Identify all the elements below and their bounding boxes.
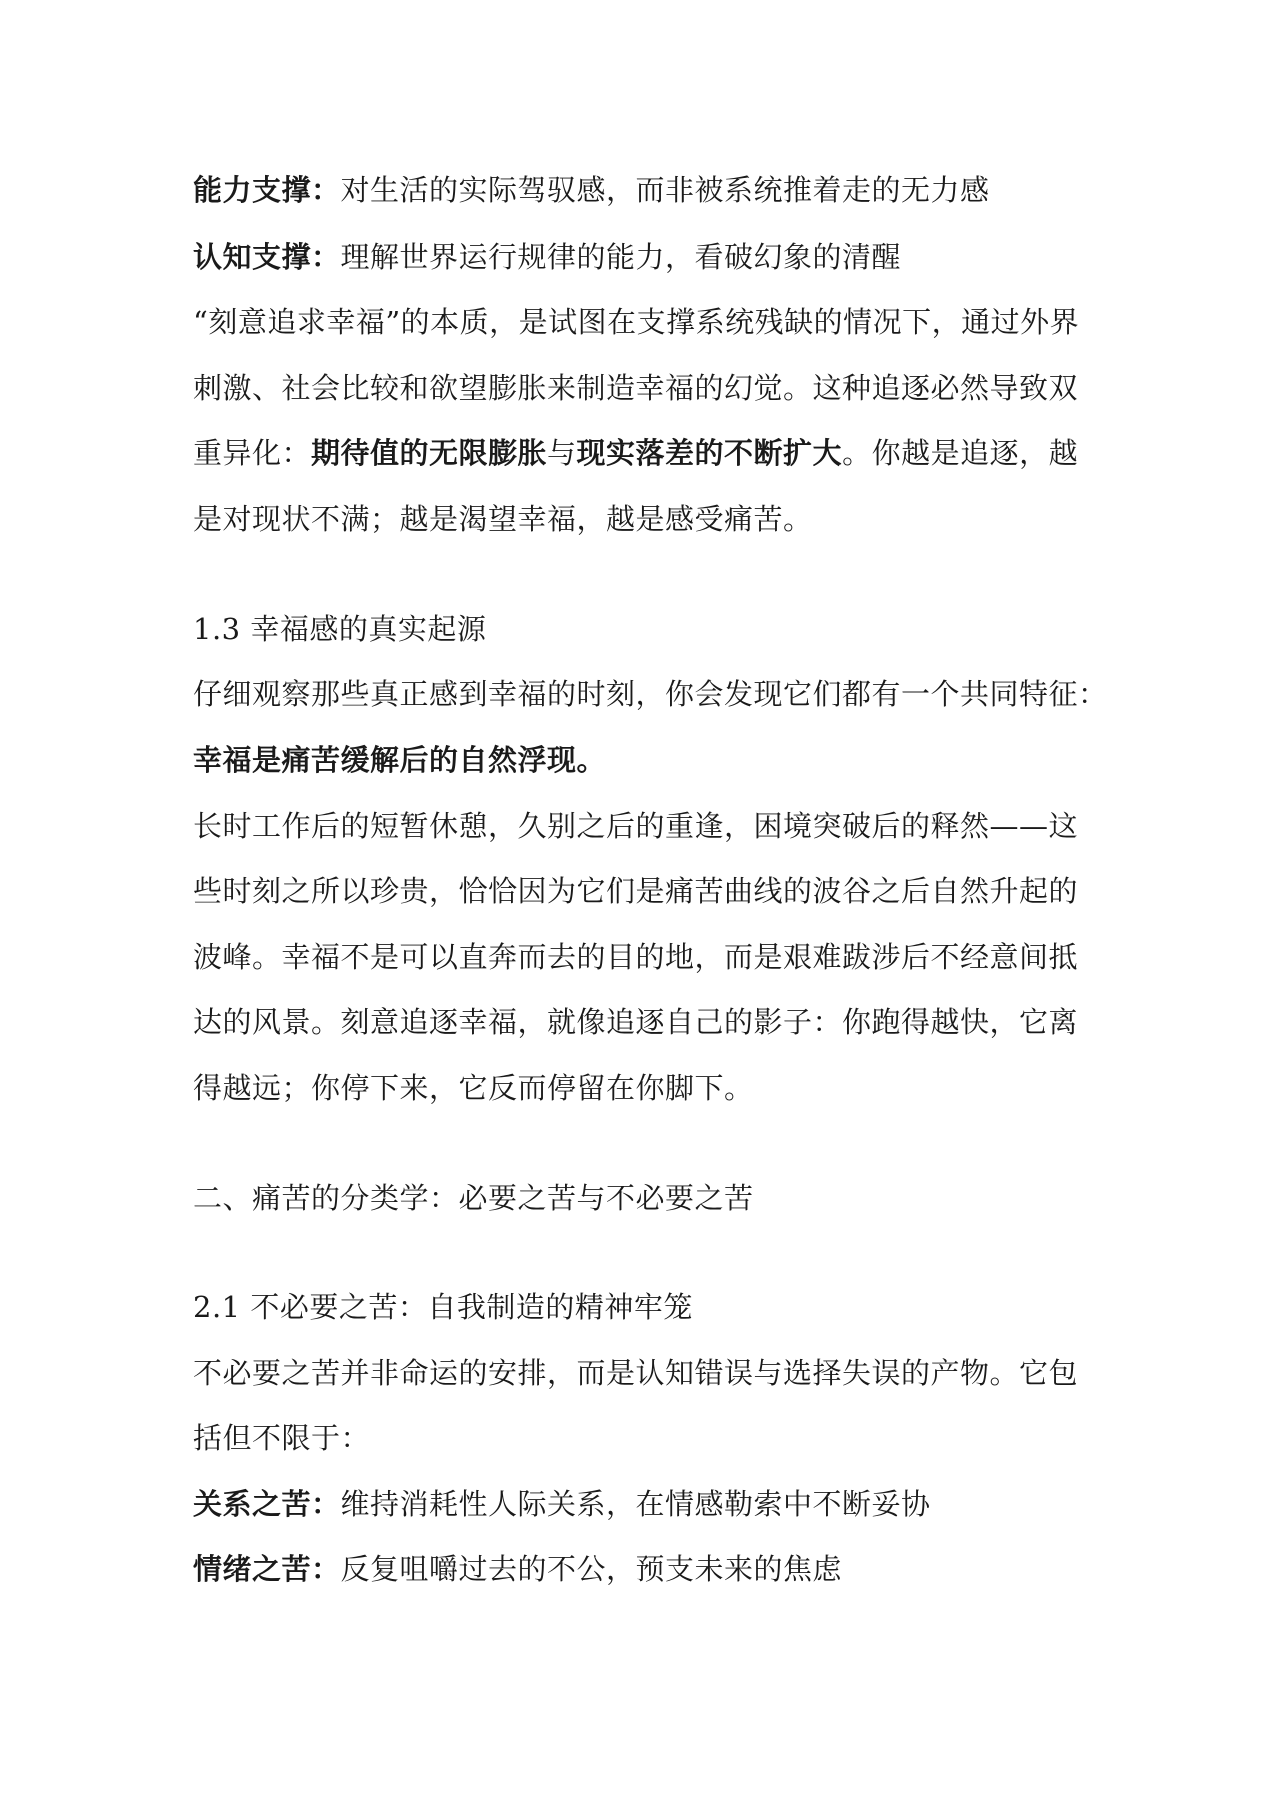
section-heading-1-3: 1.3 幸福感的真实起源 — [193, 612, 487, 646]
term-label: 情绪之苦： — [193, 1552, 341, 1586]
text-line: 刺激、社会比较和欲望膨胀来制造幸福的幻觉。这种追逐必然导致双 — [193, 371, 1079, 405]
term-text: 理解世界运行规律的能力，看破幻象的清醒 — [340, 240, 902, 274]
emphasis-text: 现实落差的不断扩大 — [576, 436, 843, 470]
paragraph-emotional-suffering — [193, 1549, 1093, 1589]
text-line-with-emphasis — [193, 433, 1093, 473]
section-heading-2-1: 2.1 不必要之苦：自我制造的精神牢笼 — [193, 1290, 693, 1324]
text-line: 仔细观察那些真正感到幸福的时刻，你会发现它们都有一个共同特征： — [193, 677, 1108, 711]
text-line: 些时刻之所以珍贵，恰恰因为它们是痛苦曲线的波谷之后自然升起的 — [193, 874, 1079, 908]
term-text: 反复咀嚼过去的不公，预支未来的焦虑 — [340, 1552, 843, 1586]
text-line: 括但不限于： — [193, 1421, 371, 1455]
paragraph-cognitive-support — [193, 237, 1093, 277]
text-line: 长时工作后的短暂休憩，久别之后的重逢，困境突破后的释然——这 — [193, 809, 1079, 843]
text-line: 是对现状不满；越是渴望幸福，越是感受痛苦。 — [193, 502, 813, 536]
emphasis-text: 期待值的无限膨胀 — [311, 436, 548, 470]
text-line: 得越远；你停下来，它反而停留在你脚下。 — [193, 1071, 754, 1105]
text-segment: 与 — [547, 436, 577, 470]
text-segment: 重异化： — [193, 436, 312, 470]
text-segment: 。你越是追逐，越 — [842, 436, 1079, 470]
text-line: 达的风景。刻意追逐幸福，就像追逐自己的影子：你跑得越快，它离 — [193, 1005, 1079, 1039]
paragraph-relationship-suffering — [193, 1484, 1093, 1524]
term-text: 对生活的实际驾驭感，而非被系统推着走的无力感 — [340, 173, 990, 207]
bold-statement: 幸福是痛苦缓解后的自然浮现。 — [193, 743, 607, 777]
text-line: 不必要之苦并非命运的安排，而是认知错误与选择失误的产物。它包 — [193, 1356, 1079, 1390]
term-label: 能力支撑： — [193, 173, 341, 207]
text-line: “刻意追求幸福”的本质，是试图在支撑系统残缺的情况下，通过外界 — [193, 305, 1080, 339]
paragraph-ability-support — [193, 170, 1093, 210]
chapter-heading-2: 二、痛苦的分类学：必要之苦与不必要之苦 — [193, 1181, 754, 1215]
term-label: 认知支撑： — [193, 240, 341, 274]
text-line: 波峰。幸福不是可以直奔而去的目的地，而是艰难跋涉后不经意间抵 — [193, 940, 1079, 974]
term-text: 维持消耗性人际关系，在情感勒索中不断妥协 — [340, 1487, 931, 1521]
term-label: 关系之苦： — [193, 1487, 341, 1521]
